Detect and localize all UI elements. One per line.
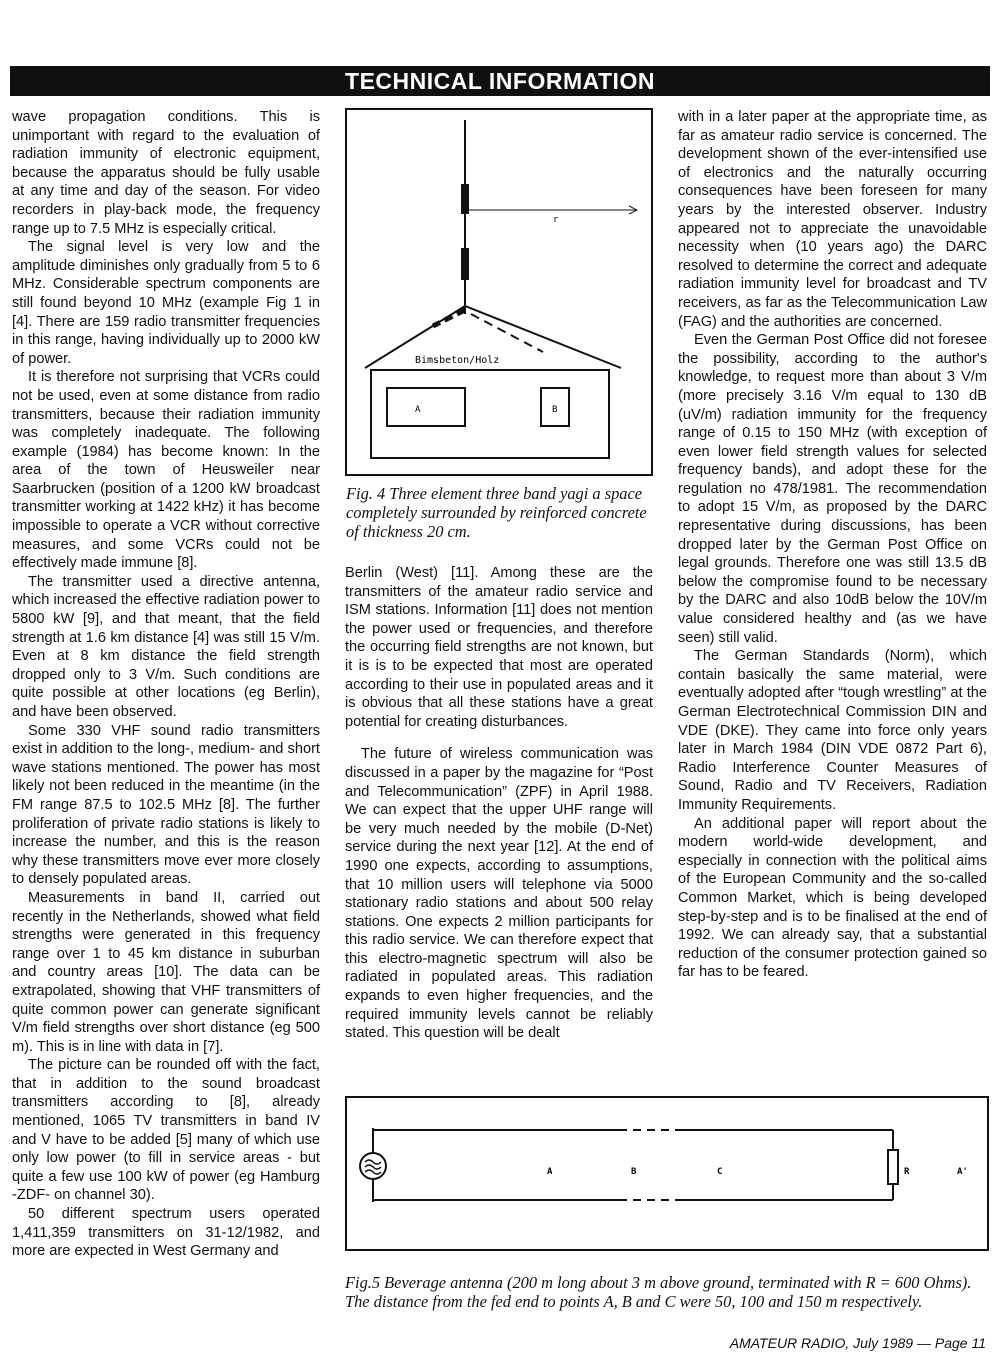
window-b-label: B xyxy=(552,405,558,415)
point-b-label: B xyxy=(631,1167,637,1177)
figure-5-diagram xyxy=(345,1096,989,1251)
point-a-label: A xyxy=(547,1167,553,1177)
figure-5-caption: Fig.5 Beverage antenna (200 m long about 3 m above ground, terminated with R = 600 Ohms). The distance from the fed end to points A, B and C were 50, 100 and 150 m respectively. xyxy=(345,1273,972,1311)
mast-insulator-lower xyxy=(461,248,469,280)
radius-label: r xyxy=(553,215,559,225)
terminating-resistor xyxy=(888,1150,898,1184)
paragraph: It is therefore not surprising that VCRs could not be used, even at some distance from radio transmitters, because their radiation immunity was completely inadequate. The following example (1984) has become known: In the area of the town of Heusweiler near Saarbrucken (position of a 1200 kW broadcast transmitter working at 1422 kHz) it has become impossible to operate a VCR without corrective measures, and some VCRs could not be effectively made immune [8]. xyxy=(12,369,320,572)
paragraph: Some 330 VHF sound radio transmitters exist in addition to the long-, medium- and short wave stations mentioned. The power has most likely not been reduced in the meantime (in the FM range 87.5 to 102.5 MHz [8]. The further proliferation of private radio stations is likely to increase the number, and this is the reason why these transmitters move ever more closely to densely populated areas. xyxy=(12,722,320,888)
paragraph: The German Standards (Norm), which contain basically the same material, were eventually adopted after “tough wrestling” at the German Electrotechnical Commission DIN and VDE (DKE). They came into force only years later in March 1984 (DIN VDE 0872 Part 6), Radio Interference Counter Measures of Sound, Radio and TV Receivers, Radiation Immunity Requirements. xyxy=(678,648,987,813)
house-label: Bimsbeton/Holz xyxy=(415,355,500,366)
figure-4-caption: Fig. 4 Three element three band yagi a space completely surrounded by reinforced concrete of thickness 20 cm. xyxy=(346,484,647,541)
column-2 xyxy=(345,564,653,1043)
paragraph: with in a later paper at the appropriate time, as far as amateur radio service is concerned. The development shown of the ever-intensified use of electronics and the naturally occurring consequences have been foreseen for many years by the interested observer. Industry appeared not to appreciate the unavoidable necessity when (10 years ago) the DARC resolved to determine the correct and adequate radiation immunity level for broadcast and TV receivers, as far as the Telecommunication Law (FAG) and the authorities are concerned. xyxy=(678,109,987,330)
antenna-dashed-left xyxy=(433,310,465,326)
section-header-bar xyxy=(10,66,990,96)
column-3 xyxy=(678,108,987,982)
paragraph: The transmitter used a directive antenna, which increased the effective radiation power to 5800 kW [9], and that meant, that the field strength at 1.6 km distance [4] was still 15 V/m. Even at 8 km distance the field strength dropped only to 3 V/m. Such conditions are quite possible at other locations (eg Berlin), and have been observed. xyxy=(12,573,320,720)
signal-source-icon xyxy=(360,1153,386,1179)
window-a-label: A xyxy=(415,405,421,415)
resistor-label: R xyxy=(904,1167,910,1177)
point-c-label: C xyxy=(717,1167,723,1177)
paragraph: The future of wireless communication was discussed in a paper by the magazine for “Post and Telecommunication” (ZPF) in April 1988. We can expect that the upper UHF range will be very much needed by the mobile (D-Net) service during the next year [12]. At the end of 1990 one expects, according to assumptions, that 10 million users will telephone via 5000 stationary radio stations and about 500 relay stations. One expects 2 million participants for this radio service. We can therefore expect that this electro-magnetic spectrum will also be radiated in populated areas. This radiation expands to even higher frequencies, and the required immunity levels cannot be reliably stated. This question will be dealt xyxy=(345,746,653,1042)
paragraph: wave propagation conditions. This is unimportant with regard to the evaluation of radiation immunity of electronic equipment, because the apparatus should be fully usable at any time and day of the season. For video recorders in play-back mode, the frequency range up to 7.5 MHz is especially critical. xyxy=(12,109,320,237)
paragraph: 50 different spectrum users operated 1,411,359 transmitters on 31-12/1982, and more are expected in West Germany and xyxy=(12,1206,320,1260)
paragraph: The signal level is very low and the amplitude diminishes only gradually from 5 to 6 MHz. Considerable spectrum components are still found beyond 10 MHz (example Fig 1 in [4]. There are 159 radio transmitter frequencies in this range, having individually up to 2000 kW of power. xyxy=(12,239,320,367)
paragraph: Measurements in band II, carried out recently in the Netherlands, showed what field strengths were generated in this frequency range over 1 to 45 km distance in suburban and country areas [10]. The data can be extrapolated, showing that VHF transmitters of quite common power can generate significant V/m field strengths over short distance (eg 500 m). This is in line with data in [7]. xyxy=(12,889,320,1055)
beverage-antenna-drawing xyxy=(347,1098,987,1249)
house-body xyxy=(371,370,609,458)
point-a-prime-label: A' xyxy=(957,1167,968,1177)
paragraph: Berlin (West) [11]. Among these are the transmitters of the amateur radio service and ISM stations. Information [11] does not mention the power used or frequencies, and therefore the occurring field strengths are not known, but it is is to be expected that most are operated according to their use in populated areas and it is obvious that all these stations have a great potential for creating disturbances. xyxy=(345,565,653,730)
column-1 xyxy=(12,108,320,1261)
page-footer: AMATEUR RADIO, July 1989 — Page 11 xyxy=(729,1335,986,1351)
paragraph: Even the German Post Office did not foresee the possibility, according to the author's knowledge, to request more than about 3 V/m (more precisely 3.16 V/m equal to 130 dB (uV/m) radiation immunity for the frequency range of 0.15 to 150 MHz (with exception of even lower field strength values for selected frequency bands), and adopt these for the regulation no 478/1981. The recommendation to adopt 15 V/m, as proposed by the DARC representative during discussions, has been dropped later by the German Post Office on legal grounds. Therefore one was still 13.5 dB below the compromise found to be necessary by the DARC and also 10dB below the 10V/m value considered healthy and (as we have seen) still valid. xyxy=(678,332,987,646)
window-a xyxy=(387,388,465,426)
section-title: TECHNICAL INFORMATION xyxy=(333,68,667,94)
paragraph: The picture can be rounded off with the fact, that in addition to the sound broadcast transmitters according to [8], already mentioned, 1065 TV transmitters in band IV and V have to be added [5] many of which use only low power (to fill in service areas - but quite a few use 100 kW of power (eg Hamburg -ZDF- on channel 30). xyxy=(12,1057,320,1204)
figure-4-diagram xyxy=(345,108,653,476)
yagi-house-drawing xyxy=(347,110,651,474)
paragraph: An additional paper will report about the modern world-wide development, and especially in connection with the political aims of the European Community and the so-called Common Market, which is being developed step-by-step and is to be finalised at the end of 1992. We can already say, that a substantial reduction of the consumer protection gained so far has to be feared. xyxy=(678,815,987,981)
